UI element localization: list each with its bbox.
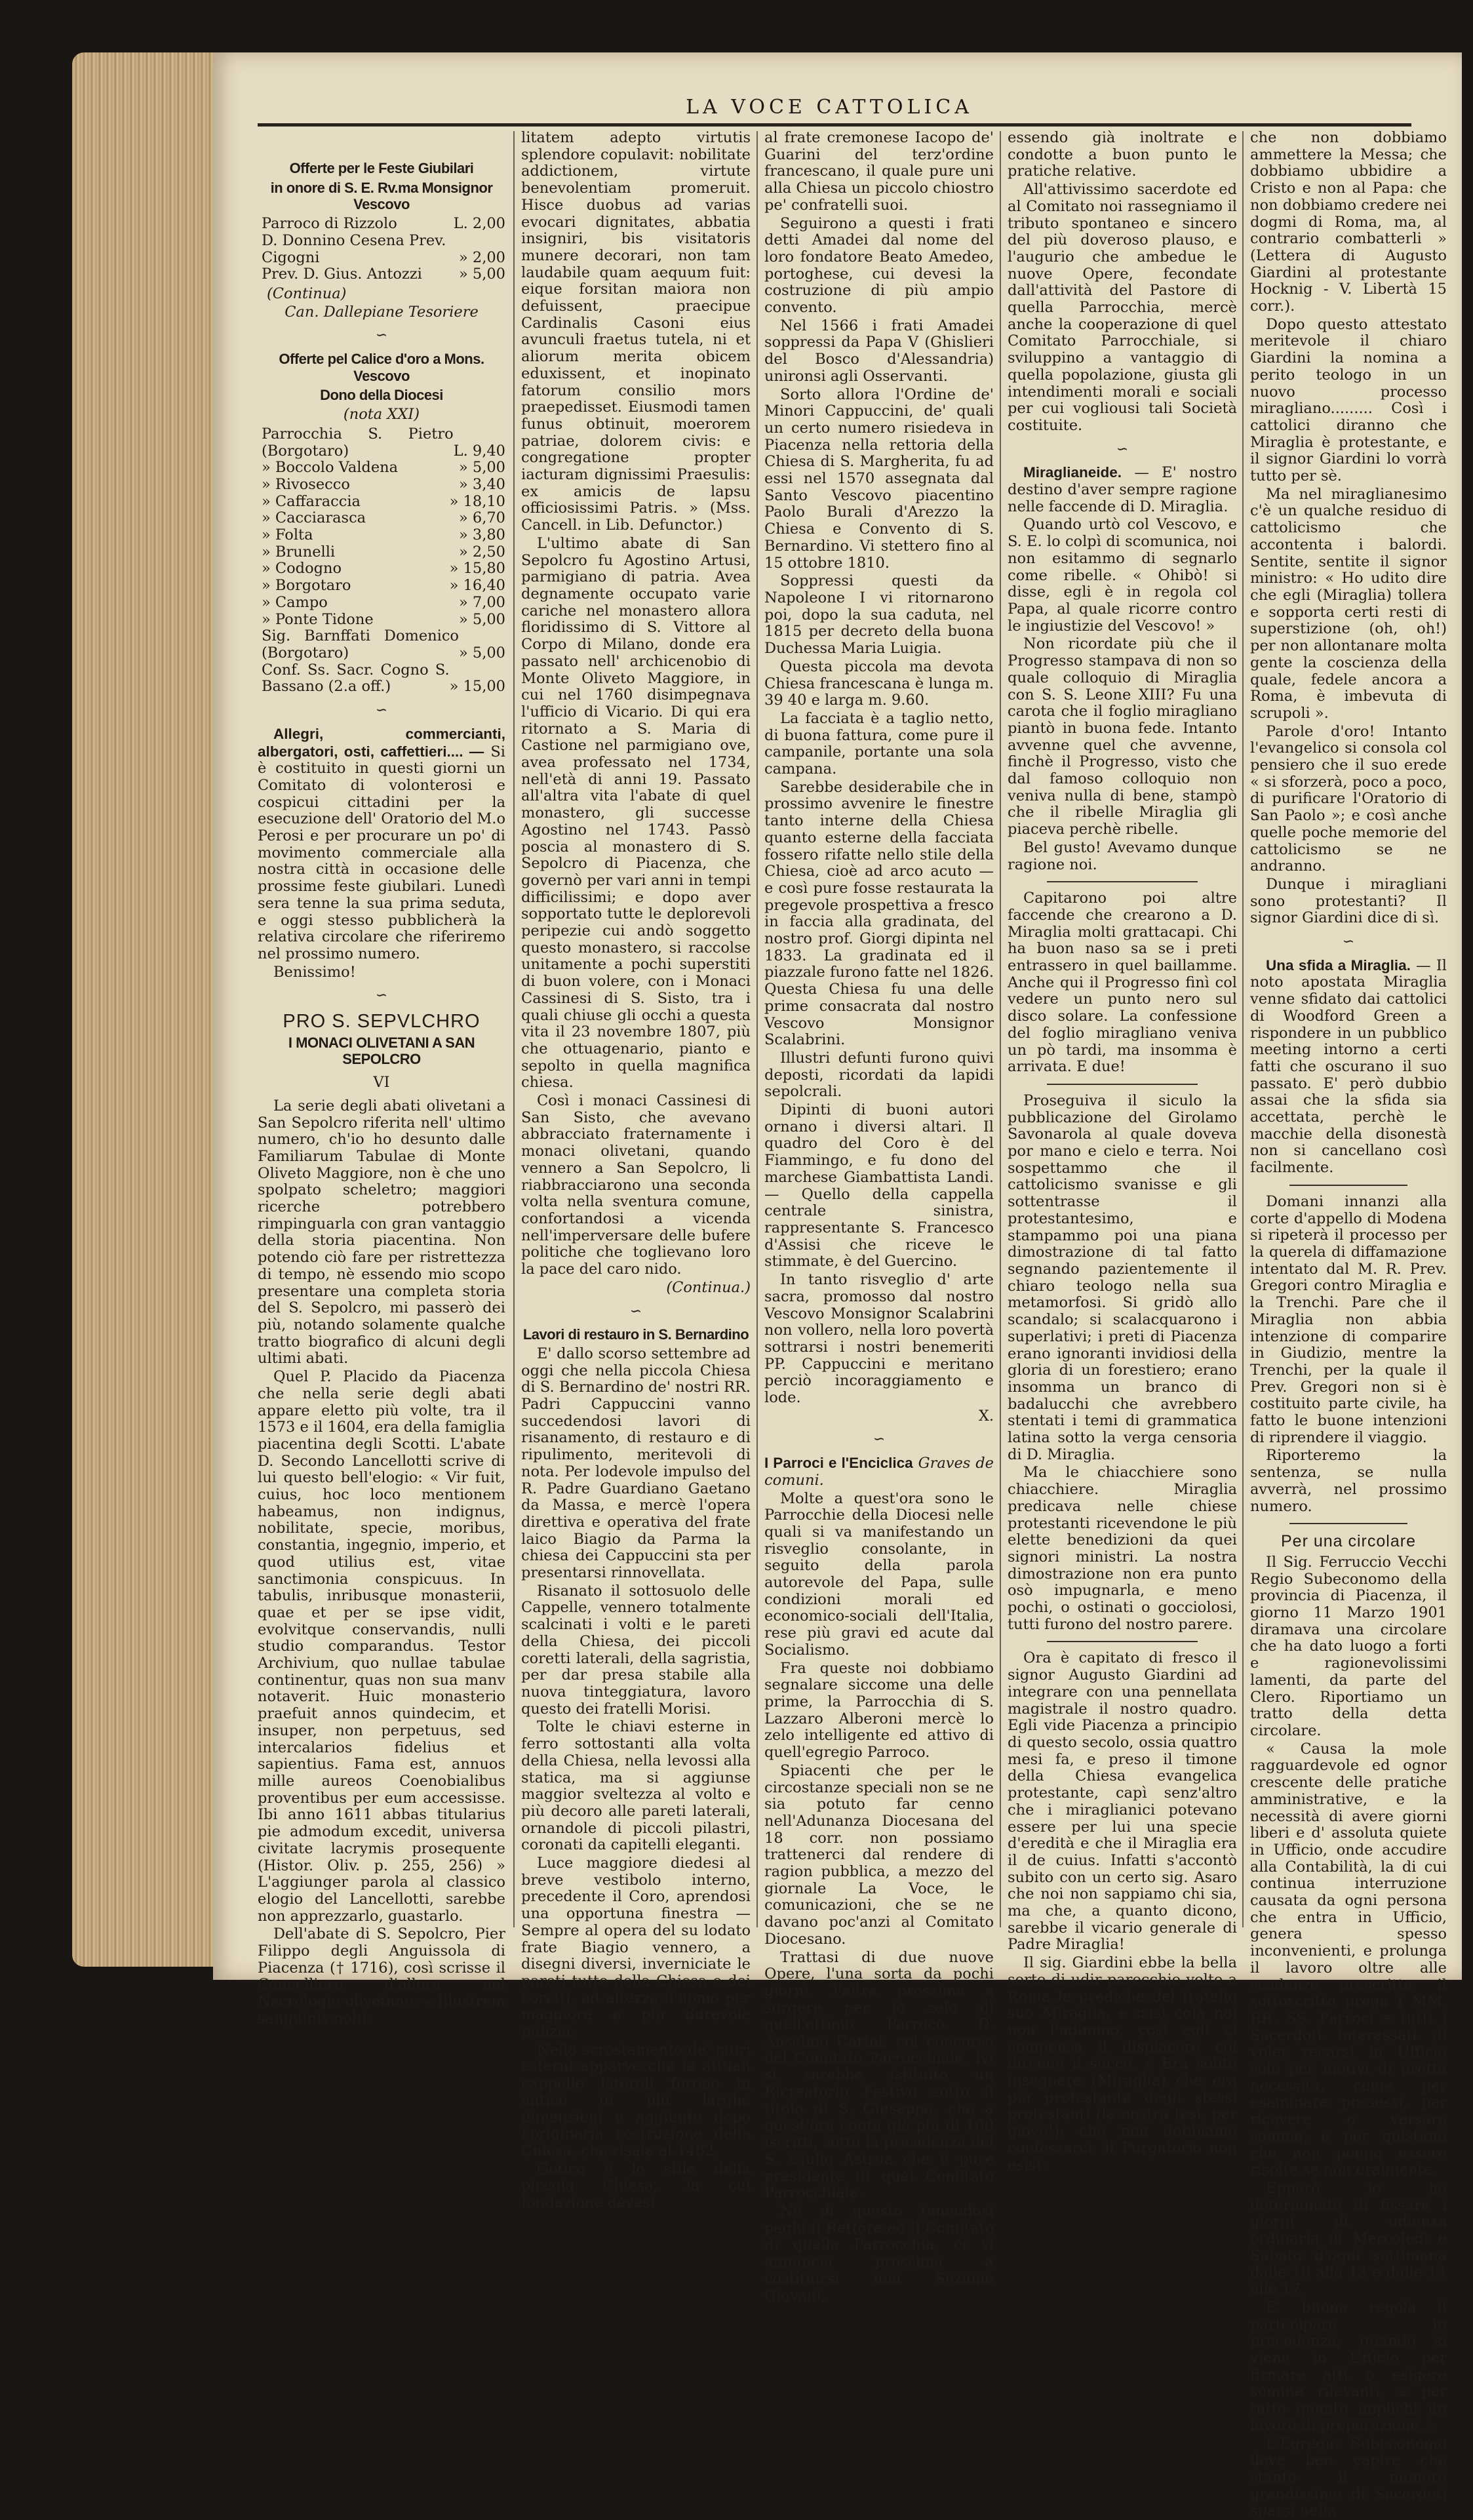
circolare-title: Per una circolare: [1281, 1532, 1416, 1551]
allegri-article: [258, 726, 505, 963]
paragraph: Tolte le chiavi esterne in ferro sottostanti alla volta della Chiesa, nella levossi alla statica, ma si aggiunse maggior sveltezza al volto e più decoro alle pareti laterali, ornandole di piccoli pilastri, coronati da capitelli eleganti.: [521, 1718, 751, 1854]
paragraph: E' buona regola il partecipare in precedenza, quando si viene in Ufficio per firmare atti o esigere somme rilevanti, e per tutto quanto implichi un lavoro di preparazione. »: [1250, 2298, 1447, 2434]
bernardino-title: Lavori di restauro in S. Bernardino: [522, 1326, 749, 1343]
paragraph: Sarebbe desiderabile che in prossimo avvenire le finestre tanto interne della Chiesa quanto esterne della facciata fossero rifatte nello stile della Chiesa, cioè ad arco acuto — e così pure fosse restaurata la pregevole prospettiva a fresco in faccia alla gradinata, del nostro prof. Giorgi dipinta nel 1833. La gradinata ed il piazzale furono fatte nel 1826. Questa Chiesa fu una delle prime consacrata dal nostro Vescovo Monsignor Scalabrini.: [764, 778, 994, 1049]
sfida-headline: Una sfida a Miraglia.: [1266, 956, 1411, 974]
paragraph: Risanato il sottosuolo delle Cappelle, vennero totalmente scalcinati i volti e le pareti della Chiesa, dei piccoli coretti laterali, della sagristia, per dar presa stabile alla nuova tinteggiatura, lavoro questo dei fratelli Morisi.: [521, 1582, 751, 1718]
paragraph: Molte a quest'ora sono le Parrocchie della Diocesi nelle quali si va manifestando un risveglio consolante, in seguito della parola autorevole del Papa, sulle condizioni morali ed economico-sociali dell'Italia, rese più gravi ed acute dal Socialismo.: [764, 1489, 994, 1659]
parroci-headline: I Parroci e l'Enciclica: [764, 1455, 913, 1472]
masthead: LA VOCE CATTOLICA: [686, 96, 973, 119]
ledger-amount: L. 2,00: [453, 215, 505, 233]
paragraph: Soppressi questi da Napoleone I vi ritornarono poi, dopo la sua caduta, nel 1815 per decreto della buona Duchessa Maria Luigia.: [764, 572, 994, 658]
benissimo-text: Benissimo!: [273, 963, 356, 981]
paragraph: Ma le chiacchiere sono chiacchiere. Miraglia predicava nelle chiese protestanti ricevendone le più elette benedizioni da quei signori ministri. La nostra dimostrazione non era punto osò impugnarla, e meno pochi, o ostinati o gocciolosi, tutti furono del nostro parere.: [1008, 1464, 1237, 1633]
section-rule: [1289, 1185, 1407, 1186]
ledger-row: [258, 612, 505, 629]
ledger-row: [258, 628, 505, 661]
column-divider: [1242, 131, 1244, 1927]
column-2: [521, 129, 751, 2212]
ledger-name: » Boccolo Valdena: [262, 459, 399, 477]
paragraph: In tanto risveglio d' arte sacra, promosso dal nostro Vescovo Monsignor Scalabrini non vollero, nella loro povertà sottrarsi i nostri benemeriti PP. Cappuccini e meritano perciò incoraggiamento e lode.: [764, 1271, 994, 1407]
ledger-name: Cigogni: [262, 248, 320, 266]
ledger-amount: » 5,00: [458, 459, 505, 477]
ornament-icon: ∽: [375, 327, 388, 344]
allegri-headline: Allegri, commercianti, albergatori, osti, caffettieri.... —: [258, 725, 505, 760]
parroci-italic: Graves de comuni.: [764, 1455, 994, 1489]
ledger-amount: » 6,70: [458, 509, 505, 527]
paragraph: Trattasi di due nuove Opere, l'una sorta da pochi giorni, l'altra prossima a sorgere per lo zelo di quell'ottimo Parroco D. Anselmo Carini, col concorso del Comitato Parrocchiale. Ivi si sarebbe istituito un Ricreatorio Festivo sotto il titolo di S. Giuseppe, che a quest'ora conta già più di 100 iscritti, sotto la presidenza del S. Giulio Astrua che è pure presidente di quel Comitato Parrocchiale.: [764, 1948, 994, 2202]
column-4: [1008, 129, 1238, 2174]
ledger-amount: » 5,00: [458, 644, 505, 661]
paragraph: Capitarono poi altre faccende che crearono a D. Miraglia molti grattacapi. Chi ha buon naso sa se i preti entrassero in quel baillamme. Anche qui il Progresso finì col vedere un punto nero sul disco solare. La confessione del foglio miragliano veniva un pò tardi, ma insomma è arrivata. E due!: [1008, 890, 1237, 1076]
paragraph: Nello scrostamento de' muri esterni apparve che le attuali cappelle laterali furono in antico di più larghe dimensioni e aggiunte dopo l'originaria costruzione della Chiesa, che risale al 1462.: [521, 2041, 751, 2159]
paragraph: Sorto allora l'Ordine de' Minori Cappuccini, de' quali un certo numero risiedeva in Piacenza nella rettoria della Chiesa di S. Margherita, fu ad essi nel 1570 assegnata dal Santo Vescovo piacentino Paolo Burali d'Arezzo la Chiesa e Convento di S. Bernardino. Vi stettero fino al 15 ottobre 1810.: [764, 385, 994, 572]
calice-nota: (nota XXI): [343, 406, 420, 423]
paragraph: Questa piccola ma devota Chiesa francescana è lunga m. 39 40 e larga m. 9.60.: [764, 658, 994, 709]
article-signature: X.: [978, 1407, 994, 1425]
offerte-title: Offerte per le Feste Giubilari: [289, 160, 474, 176]
sfida-article: [1250, 957, 1447, 1177]
continua-note: (Continua): [267, 285, 347, 302]
column-divider: [756, 131, 758, 1927]
paragraph: Ma nel miraglianesimo c'è un qualche residuo di cattolicismo che accontenta i balordi. Sentite, sentite il signor ministro: « Ho udito dire che egli (Miraglia) tollera e sopporta certi resti di superstizione (oh, oh!) per non allontanare molta gente la coscienza della quale, fedele ancora a Roma, è imbevuta di scrupoli ».: [1250, 485, 1447, 722]
paragraph: che non dobbiamo ammettere la Messa; che dobbiamo ubbidire a Cristo e non al Papa: che non dobbiamo credere nei dogmi di Roma, ma, al contrario combatterli » (Lettera di Augusto Giardini al protestante Hocknig - V. Libertà 15 corr.).: [1250, 129, 1447, 315]
ledger-name: » Campo: [262, 593, 328, 611]
paragraph: L'ultimo abate di San Sepolcro fu Agostino Artusi, parmigiano di patria. Avea degnamente occupato varie cariche nel monastero allora floridissimo di S. Vittore al Corpo di Milano, donde era passato nell' archicenobio di Monte Oliveto Maggiore, in cui nel 1760 disimpegnava l'ufficio di Vicario. Di qui era ritornato a S. Maria di Castione nel parmigiano ove, avea professato nel 1734, nell'età di anni 19. Passato all'altra vita l'abate di quel monastero, gli successe Agostino nel 1743. Passò poscia al monastero di S. Sepolcro di Piacenza, che governò per vari anni in tempi difficilissimi; e dopo aver sopportato tutte le deplorevoli peripezie cui andò soggetto questo monastero, si raccolse unitamente a pochi superstiti di buon volere, con i Monaci Cassinesi di S. Sisto, tra i quali chiuse gli occhi a questa vita il 23 novembre 1807, più che ottuagenario, pianto e sepolto in quella magnifica chiesa.: [521, 534, 751, 1092]
column-3: [764, 129, 994, 2304]
paragraph: La facciata è a taglio netto, di buona fattura, come pure il campanile, portante una sola campana.: [764, 709, 994, 778]
column-5: [1250, 129, 1447, 2520]
paragraph: Domani innanzi alla corte d'appello di Modena si ripeterà il processo per la querela di diffamazione intentato dal M. R. Prev. Gregori contro Miraglia e la Trenchi. Pare che il Miraglia non abbia intenzione di comparire in Giudizio, mentre la Trenchi, per la quale il Prev. Gregori non si è costituito parte civile, ha fatto le buone intenzioni di riprendere il viaggio.: [1250, 1192, 1447, 1446]
miraglianeide-headline: Miraglianeide.: [1023, 464, 1122, 481]
ledger-name: » Caffaraccia: [262, 492, 361, 510]
ornament-icon: ∽: [375, 987, 388, 1004]
paragraph: Non ricordate più che il Progresso stampava di non so quale colloquio di Miraglia con S. S. Leone XIII? Fu una carota che il foglio miragliano piantò in buona fede. Intanto avvenne quel che avvenne, finchè il Progresso, visto che dal famoso colloquio non veniva nulla di bene, stampò che il ribelle Miraglia gli piaceva perchè ribelle.: [1008, 635, 1237, 838]
ledger-name: Conf. Ss. Sacr. Cogno S. Bassano (2.a off.): [262, 661, 450, 696]
sfida-text: — Il noto apostata Miraglia venne sfidato dai cattolici di Woodford Green a rispondere in un pubblico meeting intorno a certi fatti che oscurano il suo passato. E' però dubbio assai che la sfida sia accettata, perchè le macchie della disonestà non si cancellano così facilmente.: [1250, 956, 1447, 1177]
ledger-name: » Ponte Tidone: [262, 610, 374, 628]
ledger-row: [258, 266, 505, 283]
ledger-amount: » 3,40: [458, 475, 505, 493]
ledger-row: [258, 544, 505, 561]
offerte-subtitle: in onore di S. E. Rv.ma Monsignor Vescovo: [270, 179, 493, 213]
ledger-name: » Rivosecco: [262, 475, 350, 493]
ledger-name: » Brunelli: [262, 543, 336, 561]
paragraph: Seguirono a questi i frati detti Amadei dal nome del loro fondatore Beato Amedeo, portoghese, cui devesi la costruzione di più ampio convento.: [764, 214, 994, 317]
paragraph: Bel gusto! Avevamo dunque ragione noi.: [1008, 838, 1237, 873]
ledger-amount: » 16,40: [449, 577, 505, 595]
ledger-amount: » 2,50: [458, 543, 505, 561]
paragraph: Dipinti di buoni autori ornano i diversi altari. Il quadro del Coro è del Fiammingo, e fu dono del marchese Giambattista Landi. — Quello della cappella centrale sinistra, rappresentante S. Francesco d'Assisi che riceve le stimmate, è del Guercino.: [764, 1101, 994, 1270]
continua-note: (Continua.): [666, 1278, 751, 1296]
column-divider: [1000, 131, 1001, 1927]
sepulchro-title: PRO S. SEPVLCHRO: [283, 1011, 481, 1033]
ledger-name: » Folta: [262, 526, 313, 544]
ledger-row: [258, 578, 505, 595]
section-rule: [1047, 1084, 1198, 1085]
miraglianeide-text: — E' nostro destino d'aver sempre ragione nelle faccende di D. Miraglia.: [1008, 464, 1238, 515]
section-rule: [1047, 881, 1198, 882]
tesoriere-signature: Can. Dallepiane Tesoriere: [285, 303, 479, 321]
paragraph: Fra queste noi dobbiamo segnalare siccome una delle prime, la Parrocchia di S. Lazzaro Alberoni mercè lo zelo intelligente ed attivo di quell'egregio Parroco.: [764, 1659, 994, 1762]
ledger-name: Sig. Barnffati Domenico (Borgotaro): [262, 627, 459, 661]
paragraph: Dopo questo attestato meritevole il chiaro Giardini la nomina a perito teologo in un nuovo processo miragliano......... Così i cattolici diranno che Miraglia è protestante, e il signor Giardini lo vorrà tutto per sè.: [1250, 315, 1447, 485]
ledger-row: [258, 426, 505, 460]
paragraph: litatem adepto virtutis splendore copulavit: nobilitate addictionem, virtute benevolentiam promeruit. Hisce duobus ad varias evocari dignitates, abbatia insigniri, bis visitatoris munere decorari, non tam laudabile quam aequum fuit: eique forsitan maiora non defuissent, praecipue Cardinalis Casoni eius avunculi fraetus tutela, ni et aliorum merita obicem eduxissent, et inopinato fatorum consilio mors praepedisset. Eiusmodi tamen funus obtinuit, moerorem patriae, dolorem civis: e congregatione propter iacturam dignissimi Praesulis: ex amicis de lapsu officiosissimi Patris. » (Mss. Cancell. in Lib. Defunctor.): [521, 129, 751, 534]
paragraph: L'Egregio Subeconomo deve ben capire che stante il numero grandissimo di Sacerdoti sparsi nella: [1250, 2435, 1447, 2520]
paragraph: Riporteremo la sentenza, se nulla avverrà, nel prossimo numero.: [1250, 1447, 1447, 1515]
paragraph: Proseguiva il siculo la pubblicazione del Girolamo Savonarola al quale doveva por mano e cielo e terra. Noi sospettammo che il cattolicismo svanisse e gli sottentrasse il protestantesimo, e stampammo poi una piana dimostrazione di tal fatto segnando pazientemente il chiaro teologo nella sua metamorfosi. Si gridò allo scandalo; si scalacquarono i superlativi; i preti di Piacenza erano ignoranti invidiosi della gloria di un forestiero; erano insomma un branco di badalucchi che avrebbero stentati i temi di grammatica latina sotto la verga censoria di D. Miraglia.: [1008, 1092, 1237, 1463]
miraglianeide-intro: [1008, 464, 1237, 515]
ledger-row: [258, 662, 505, 696]
paragraph: Il Sig. Ferruccio Vecchi Regio Subeconomo della provincia di Piacenza, il giorno 11 Marzo 1901 diramava una circolare che ha dato luogo a forti e ragionevolissimi lamenti, da parte del Clero. Riportiamo un tratto della detta circolare.: [1250, 1553, 1447, 1739]
ledger-row: [258, 561, 505, 578]
page-stack-edge: [72, 52, 229, 1967]
column-divider: [513, 131, 515, 1927]
ledger-row: [258, 460, 505, 477]
ledger-name: Parroco di Rizzolo: [262, 215, 397, 233]
paragraph: al frate cremonese Iacopo de' Guarini del terz'ordine francescano, il quale pure uni alla Chiesa un piccolo chiostro pe' confratelli suoi.: [764, 129, 994, 214]
monaci-title: I MONACI OLIVETANI A SAN SEPOLCRO: [288, 1034, 475, 1068]
paragraph: Gotico è lo stile della piccola Chiesa, la cui fondazione devesi: [521, 2160, 751, 2212]
paragraph: essendo già inoltrate e condotte a buon punto le pratiche relative.: [1008, 129, 1237, 180]
ledger-row: [258, 233, 505, 250]
paragraph: Luce maggiore diedesi al breve vestibolo interno, precedente il Coro, aprendosi una opportuna finestra — Sempre al opera del su lodato frate Biagio vennero, a disegni diversi, inverniciate le pareti tutte della Chiesa e dei coretti, ad altezza d'uomo per maggiore e più durevole pulizia.: [521, 1855, 751, 2041]
ledger-amount: » 15,80: [449, 560, 505, 578]
ledger-amount: » 5,00: [458, 266, 505, 283]
ornament-icon: ∽: [375, 702, 388, 719]
ledger-name: D. Donnino Cesena Prev.: [262, 231, 446, 249]
paragraph: Quel P. Placido da Piacenza che nella serie degli abati appare eletto più volte, tra il 1573 e il 1604, era della famiglia piacentina degli Scotti. L'abate D. Secondo Lancellotti scrive di lui questo bell'elogio: « Vir fuit, cuius, hoc loco mentionem habeamus, non indignus, nobilitate, specie, moribus, constantia, ingegnio, imperio, et quod utilius est, vitae sanctimonia conspicuus. In tabulis, inribusque monasterii, quae et per se ipse vidit, evolvitque conservandis, nulli studio comparandus. Testor Archivium, quo nullae tabulae continentur, quas non sua manv notaverit. Huic monasterio praefuit annos quindecim, et insuper, non perpetuus, sed intercalarios fidelius et sapientius. Fama est, annuos mille aureos Coenobialibus proventibus per eum accessisse. Ibi anno 1611 abbas titularius pie admodum excedit, universa civitate lacrymis prosequente (Histor. Oliv. p. 255, 256) » L'aggiunger parola al classico elogio del Lancellotti, sarebbe non apprezzarlo, guastarlo.: [258, 1368, 505, 1925]
ledger-row: [258, 527, 505, 544]
ledger-amount: » 18,10: [449, 492, 505, 510]
section-rule: [1289, 1523, 1407, 1524]
paragraph: All'attivissimo sacerdote ed al Comitato noi rassegniamo il tributo spontaneo e sincero del più doveroso plauso, e l'augurio che ambedue le nuove Opere, fecondate dall'attività del Pastore di quella Parrocchia, mercè anche la cooperazione di quel Comitato Parrocchiale, si sviluppino a vantaggio di quella popolazione, giusta gli intendimenti morali e sociali per cui vogliousi tali Società costituite.: [1008, 181, 1237, 434]
allegri-text: Si è costituito in questi giorni un Comitato di volonterosi e cospicui cittadini per la esecuzione dell' Oratorio del M.o Perosi e per procurare un po' di movimento commerciale alla nostra città in occasione delle prossime feste giubilari. Lunedì sera tenne la sua prima seduta, e oggi stesso pubblicherà la relativa circolare che riferiremo nel prossimo numero.: [258, 743, 505, 962]
paragraph: La serie degli abati olivetani a San Sepolcro riferita nell' ultimo numero, ch'io ho desunto dalle Familiarum Tabulae di Monte Oliveto Maggiore, non è che uno spolpato scheletro; maggiori ricerche potrebbero rimpinguarla con gran vantaggio della storia piacentina. Non potendo ciò fare per ristrettezza di tempo, nè essendo mio scopo presentare una completa storia del S. Sepolcro, mi passerò dei più, notando solamente qualche tratto biografico di alcuni degli ultimi abati.: [258, 1097, 505, 1368]
paragraph: E' dallo scorso settembre ad oggi che nella piccola Chiesa di S. Bernardino de' nostri RR. Padri Cappuccini vanno succedendosi lavori di risanamento, di restauro e di ripulimento, meritevoli di nota. Per lodevole impulso del R. Padre Guardiano Gaetano da Massa, e mercè l'opera direttiva e operativa del frate laico Biagio da Parma la chiesa dei Cappuccini sta per presentarsi rinnovellata.: [521, 1345, 751, 1582]
ledger-name: Prev. D. Gius. Antozzi: [262, 266, 422, 283]
header-rule: [258, 123, 1411, 127]
parroci-article-head: [764, 1455, 994, 1489]
ledger-row: [258, 595, 505, 612]
ledger-amount: » 15,00: [449, 678, 505, 696]
ornament-icon: ∽: [873, 1431, 886, 1448]
ledger-amount: » 3,80: [458, 526, 505, 544]
paragraph: Nel 1566 i frati Amadei soppressi da Papa V (Ghislieri del Bosco d'Alessandria) unironsi agli Osservanti.: [764, 317, 994, 385]
newspaper-page: [213, 52, 1462, 2520]
paragraph: Dell'abate di S. Sepolcro, Pier Filippo degli Anguissola di Piacenza († 1716), così scrisse il Cancelliere d'allora nel Necrologio olivetano: « Illustrem sanguinis nobi-: [258, 1925, 505, 2027]
ledger-row: [258, 477, 505, 494]
paragraph: Così i monaci Cassinesi di San Sisto, che avevano abbracciato fraternamente i monaci olivetani, quando vennero a San Sepolcro, li riabbracciarono una seconda volta nella sventura comune, confortandosi a vicenda nell'imperversare delle bufere politiche che toglievano loro la pace del caro nido.: [521, 1092, 751, 1278]
ledger-amount: L. 9,40: [453, 442, 505, 460]
calice-title: Offerte pel Calice d'oro a Mons. Vescovo: [279, 351, 484, 384]
paragraph: Parole d'oro! Intanto l'evangelico si consola col pensiero che il suo erede « si sforzerà, poco a poco, di purificare l'Oratorio di San Paolo »; e così anche quelle poche memorie del cattolicismo se ne andranno.: [1250, 722, 1447, 875]
ledger-name: » Borgotaro: [262, 577, 351, 595]
ornament-icon: ∽: [629, 1303, 642, 1320]
paragraph: Epperò io ho determinato di fissare i giorni di udienza ordinaria di Mercoledì e Sabato d'ogni settimana dalle 10 alla 13 e dalle 14 alle 17.: [1250, 2179, 1447, 2298]
ledger-amount: » 7,00: [458, 593, 505, 611]
ledger-row: [258, 494, 505, 511]
paragraph: Ora è capitato di fresco il signor Augusto Giardini ad integrare con una pennellata magistrale il nostro quadro. Egli vide Piacenza a principio di questo secolo, ossia quattro mesi fa, e preso il timone della Chiesa evangelica protestante, capì senz'altro che i miraglianici potevano essere per lui una specie d'eredità e che il Miraglia era il de cuius. Infatti s'accontò subito con un certo sig. Asaro che noi non sappiamo chi sia, ma che, a quanto dicono, sarebbe il vicario generale di Padre Miraglia!: [1008, 1649, 1237, 1954]
ornament-icon: ∽: [1116, 441, 1129, 458]
ledger-name: » Codogno: [262, 560, 342, 578]
ledger-row: [258, 510, 505, 527]
calice-subtitle: Dono della Diocesi: [320, 387, 443, 404]
paragraph: Dunque i miragliani sono protestanti? Il signor Giardini dice di sì.: [1250, 875, 1447, 927]
chapter-number: VI: [373, 1074, 390, 1092]
ledger-row: [258, 216, 505, 233]
paragraph: Illustri defunti furono quivi deposti, ricordati da lapidi sepolcrali.: [764, 1049, 994, 1101]
ornament-icon: ∽: [1342, 934, 1355, 951]
paragraph: Quando urtò col Vescovo, e S. E. lo colpì di scomunica, noi non esitammo di segnarlo come ribelle. « Ohibò! si disse, egli è in regola col Papa, al quale ricorre contro le ingiustizie del Vescovo! »: [1008, 516, 1237, 635]
paragraph: Il sig. Giardini ebbe la bella sorte di udir parecchie volte a Roma le prediche del fratello suo Miraglia, e così colà noi non l'udimmo, così egli ci compensa il dispiacere col dircene il succo. « Era solito insegnare (Miraglia) che era più protestante degli stessi protestanti (la nostra tesi, per giove!): che non dobbiamo confessarci; il Purgatorio non esist-: [1008, 1954, 1237, 2174]
ledger-amount: » 2,00: [458, 248, 505, 266]
offerte-ledger: [258, 216, 505, 283]
section-rule: [1047, 1641, 1198, 1642]
column-1: [258, 130, 505, 2027]
ledger-name: » Cacciarasca: [262, 509, 366, 527]
paragraph: « Causa la mole ragguardevole ed ognor crescente delle pratiche amministrative, e la necessità di avere giorni liberi e d' assoluta quiete in Ufficio, onde accudire alla Contabilità, la di cui continua interruzione causata da ogni persona che entra in Ufficio, genera spesso inconvenienti, e prolunga il lavoro oltre alle scadenze prescritte, il sottoscritto prega i MM. RR. SS. Parroci e tutti i Sacerdoti interessati di voler recarsi in Ufficio solo per motivi di pretta necessità, come per esaminare possessi, per ricevere o versare somme, e per quistioni che non ponno essere risolte se non oralmente.: [1250, 1740, 1447, 2179]
calice-ledger: [258, 426, 505, 696]
paragraph: Spiacenti che per le circostanze speciali non se ne sia potuto far cenno nell'Adunanza Diocesana del 18 corr. non possiamo trattenerci dal rendere di ragion pubblica, a mezzo del giornale La Voce, le comunicazioni, che se ne davano poc'anzi al Comitato Diocesano.: [764, 1762, 994, 1948]
ledger-row: [258, 250, 505, 267]
paragraph: Nè di questo tenendosi paghi il Rettore ed il Comitato di quella Parrocchia, ci si annuncia prossima a costituirsi una Sezione Giovani,: [764, 2203, 994, 2304]
ledger-amount: » 5,00: [458, 610, 505, 628]
ledger-name: Parrocchia S. Pietro (Borgotaro): [262, 425, 454, 460]
